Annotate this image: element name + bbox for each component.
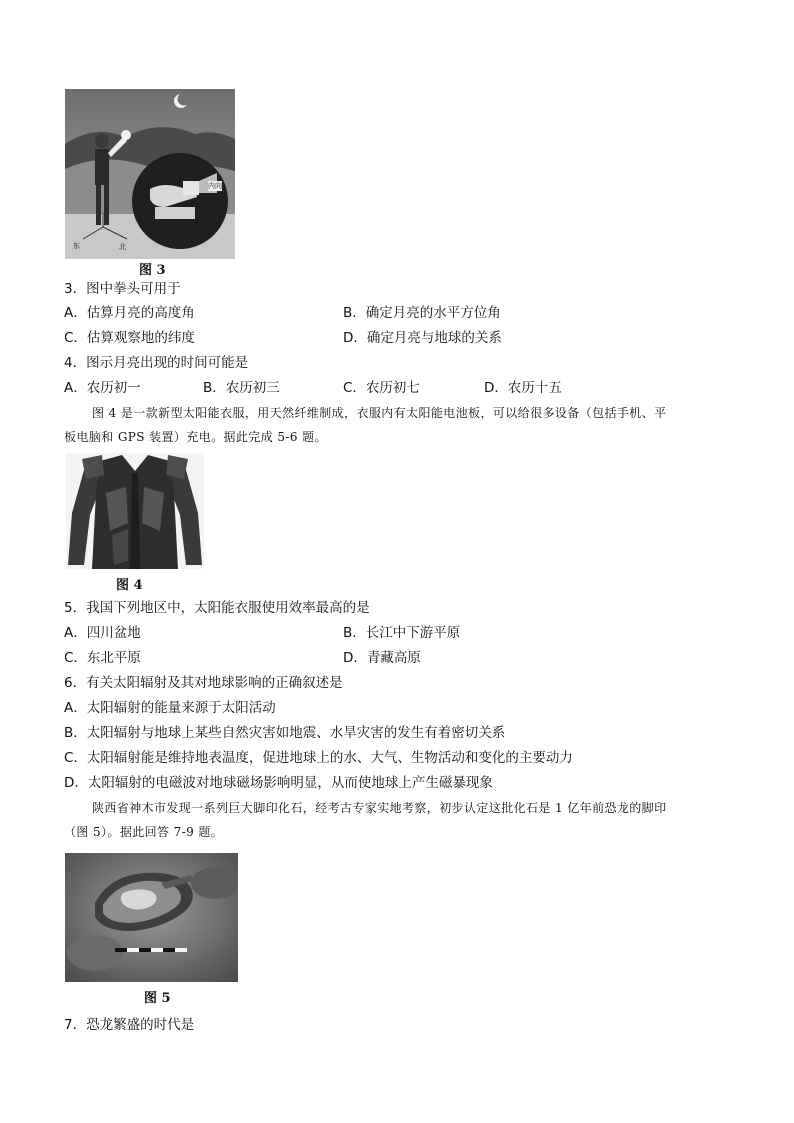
question-3-option-a: A．估算月亮的高度角 <box>64 305 195 321</box>
question-6-stem: 6．有关太阳辐射及其对地球影响的正确叙述是 <box>64 675 343 691</box>
question-6-option-a: A．太阳辐射的能量来源于太阳活动 <box>64 700 276 716</box>
figure-3-label-north: 北 <box>119 243 126 251</box>
figure-4-image <box>66 453 204 569</box>
figure-5-image <box>65 853 238 982</box>
question-5-option-b: B．长江中下游平原 <box>343 625 461 641</box>
question-4-option-a: A．农历初一 <box>64 380 141 396</box>
figure-4-caption: 图 4 <box>116 578 143 593</box>
question-4-option-c: C．农历初七 <box>343 380 420 396</box>
intro-5-6-line-1: 图 4 是一款新型太阳能衣服，用天然纤维制成，衣服内有太阳能电池板，可以给很多设备（包括手机、平 <box>92 406 667 420</box>
question-5-option-c: C．东北平原 <box>64 650 141 666</box>
question-3-option-d: D．确定月亮与地球的关系 <box>343 330 502 346</box>
figure-3-label-inner: 内向 <box>208 182 222 190</box>
question-5-option-a: A．四川盆地 <box>64 625 141 641</box>
figure-3-caption: 图 3 <box>139 263 166 278</box>
figure-5-caption: 图 5 <box>144 991 171 1006</box>
intro-7-9-line-2: （图 5）。据此回答 7-9 题。 <box>64 825 224 839</box>
question-3-option-b: B．确定月亮的水平方位角 <box>343 305 501 321</box>
figure-3-image <box>65 89 235 259</box>
intro-7-9-line-1: 陕西省神木市发现一系列巨大脚印化石，经考古专家实地考察，初步认定这批化石是 1 亿年前恐龙的脚印 <box>92 801 667 815</box>
question-3-stem: 3．图中拳头可用于 <box>64 281 181 297</box>
intro-5-6-line-2: 板电脑和 GPS 装置）充电。据此完成 5-6 题。 <box>64 430 327 444</box>
question-5-option-d: D．青藏高原 <box>343 650 421 666</box>
figure-3-label-east: 东 <box>73 242 80 250</box>
question-6-option-b: B．太阳辐射与地球上某些自然灾害如地震、水旱灾害的发生有着密切关系 <box>64 725 506 741</box>
question-3-option-c: C．估算观察地的纬度 <box>64 330 195 346</box>
question-7-stem: 7．恐龙繁盛的时代是 <box>64 1017 195 1033</box>
question-6-option-c: C．太阳辐射能是维持地表温度，促进地球上的水、大气、生物活动和变化的主要动力 <box>64 750 573 766</box>
question-6-option-d: D．太阳辐射的电磁波对地球磁场影响明显，从而使地球上产生磁暴现象 <box>64 775 493 791</box>
question-4-option-b: B．农历初三 <box>203 380 280 396</box>
question-4-stem: 4．图示月亮出现的时间可能是 <box>64 355 249 371</box>
question-4-option-d: D．农历十五 <box>484 380 562 396</box>
question-5-stem: 5．我国下列地区中，太阳能衣服使用效率最高的是 <box>64 600 370 616</box>
